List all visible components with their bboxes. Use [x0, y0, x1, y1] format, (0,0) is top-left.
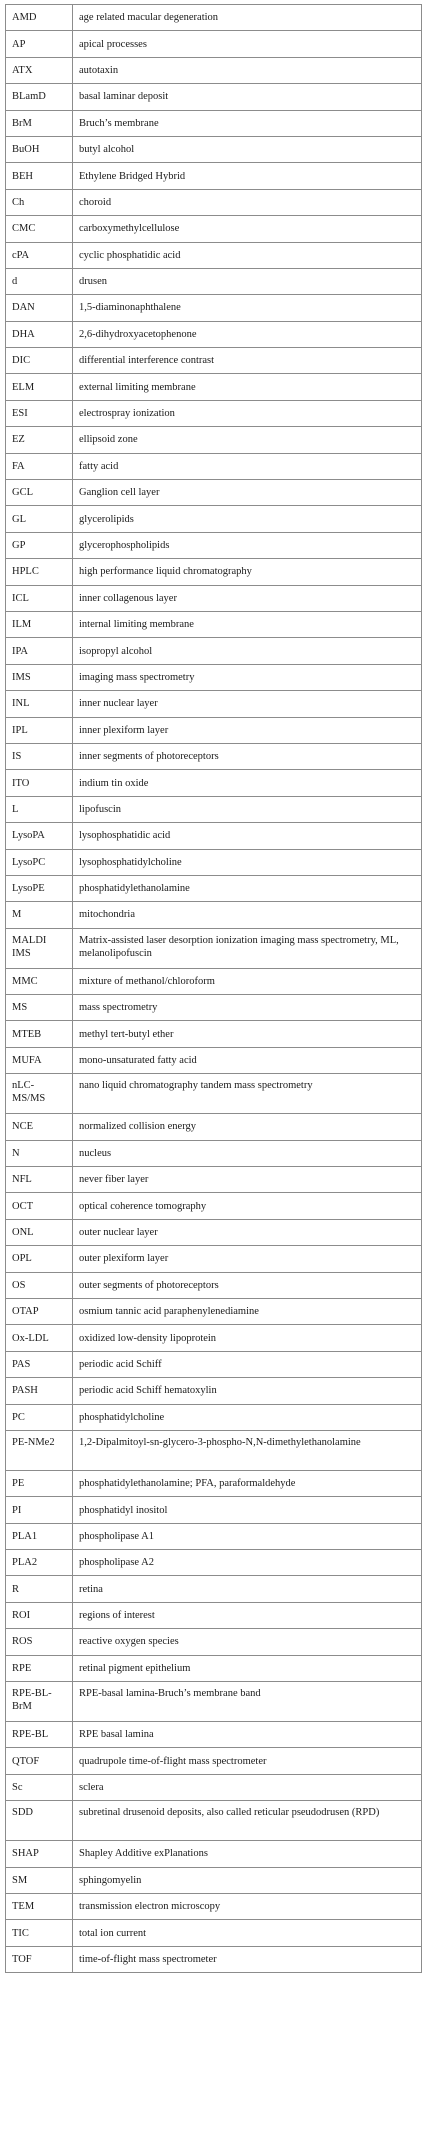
table-row [6, 691, 422, 717]
table-row [6, 57, 422, 83]
table-row [6, 348, 422, 374]
abbreviation-cell: ROI [6, 1602, 73, 1628]
definition-cell: glycerophospholipids [73, 532, 422, 558]
abbreviation-cell: BrM [6, 110, 73, 136]
definition-cell: outer plexiform layer [73, 1246, 422, 1272]
table-row [6, 968, 422, 994]
abbreviation-cell: MUFA [6, 1047, 73, 1073]
table-row [6, 427, 422, 453]
abbreviation-cell: PLA1 [6, 1523, 73, 1549]
definition-cell: inner collagenous layer [73, 585, 422, 611]
abbreviation-cell: PE-NMe2 [6, 1430, 73, 1470]
abbreviation-cell: M [6, 902, 73, 928]
definition-cell: sclera [73, 1774, 422, 1800]
definition-cell: never fiber layer [73, 1167, 422, 1193]
abbreviation-cell: PE [6, 1470, 73, 1496]
definition-cell: differential interference contrast [73, 348, 422, 374]
abbreviations-table-container [5, 4, 421, 1973]
table-row [6, 1193, 422, 1219]
definition-cell: nucleus [73, 1140, 422, 1166]
definition-cell: 1,5-diaminonaphthalene [73, 295, 422, 321]
table-row [6, 559, 422, 585]
definition-cell: periodic acid Schiff hematoxylin [73, 1378, 422, 1404]
abbreviation-cell: RPE-BL-BrM [6, 1682, 73, 1722]
definition-cell: inner plexiform layer [73, 717, 422, 743]
abbreviation-cell: Ox-LDL [6, 1325, 73, 1351]
abbreviation-cell: ROS [6, 1629, 73, 1655]
table-row [6, 321, 422, 347]
abbreviation-cell: IMS [6, 664, 73, 690]
table-row [6, 1748, 422, 1774]
definition-cell: fatty acid [73, 453, 422, 479]
abbreviation-cell: MMC [6, 968, 73, 994]
abbreviation-cell: IPL [6, 717, 73, 743]
table-row [6, 995, 422, 1021]
table-row [6, 875, 422, 901]
definition-cell: optical coherence tomography [73, 1193, 422, 1219]
definition-cell: autotaxin [73, 57, 422, 83]
abbreviation-cell: PASH [6, 1378, 73, 1404]
abbreviations-table-body [6, 5, 422, 1973]
definition-cell: phospholipase A1 [73, 1523, 422, 1549]
table-row [6, 1550, 422, 1576]
abbreviation-cell: GP [6, 532, 73, 558]
definition-cell: carboxymethylcellulose [73, 216, 422, 242]
abbreviation-cell: ONL [6, 1219, 73, 1245]
definition-cell: osmium tannic acid paraphenylenediamine [73, 1298, 422, 1324]
definition-cell: periodic acid Schiff [73, 1351, 422, 1377]
definition-cell: retinal pigment epithelium [73, 1655, 422, 1681]
table-row [6, 1774, 422, 1800]
definition-cell: glycerolipids [73, 506, 422, 532]
table-row [6, 1246, 422, 1272]
abbreviation-cell: MS [6, 995, 73, 1021]
definition-cell: age related macular degeneration [73, 5, 422, 31]
table-row [6, 1602, 422, 1628]
abbreviations-table [5, 4, 422, 1973]
abbreviation-cell: CMC [6, 216, 73, 242]
abbreviation-cell: RPE [6, 1655, 73, 1681]
abbreviation-cell: TEM [6, 1894, 73, 1920]
definition-cell: mitochondria [73, 902, 422, 928]
definition-cell: sphingomyelin [73, 1867, 422, 1893]
definition-cell: oxidized low-density lipoprotein [73, 1325, 422, 1351]
table-row [6, 1047, 422, 1073]
abbreviation-cell: IPA [6, 638, 73, 664]
table-row [6, 216, 422, 242]
abbreviation-cell: ATX [6, 57, 73, 83]
definition-cell: time-of-flight mass spectrometer [73, 1946, 422, 1972]
abbreviation-cell: SHAP [6, 1841, 73, 1867]
definition-cell: mixture of methanol/chloroform [73, 968, 422, 994]
table-row [6, 84, 422, 110]
definition-cell: imaging mass spectrometry [73, 664, 422, 690]
definition-cell: methyl tert-butyl ether [73, 1021, 422, 1047]
abbreviation-cell: cPA [6, 242, 73, 268]
definition-cell: ellipsoid zone [73, 427, 422, 453]
definition-cell: external limiting membrane [73, 374, 422, 400]
definition-cell: Ganglion cell layer [73, 480, 422, 506]
abbreviation-cell: ICL [6, 585, 73, 611]
table-row [6, 743, 422, 769]
table-row [6, 1497, 422, 1523]
abbreviation-cell: DIC [6, 348, 73, 374]
abbreviation-cell: SDD [6, 1801, 73, 1841]
table-row [6, 902, 422, 928]
table-row [6, 1867, 422, 1893]
definition-cell: RPE-basal lamina-Bruch’s membrane band [73, 1682, 422, 1722]
definition-cell: Ethylene Bridged Hybrid [73, 163, 422, 189]
abbreviation-cell: MTEB [6, 1021, 73, 1047]
definition-cell: internal limiting membrane [73, 611, 422, 637]
definition-cell: inner nuclear layer [73, 691, 422, 717]
definition-cell: outer segments of photoreceptors [73, 1272, 422, 1298]
table-row [6, 638, 422, 664]
table-row [6, 1629, 422, 1655]
abbreviation-cell: MALDI IMS [6, 928, 73, 968]
abbreviation-cell: d [6, 268, 73, 294]
abbreviation-cell: AMD [6, 5, 73, 31]
definition-cell: isopropyl alcohol [73, 638, 422, 664]
definition-cell: lysophosphatidylcholine [73, 849, 422, 875]
abbreviation-cell: ESI [6, 400, 73, 426]
definition-cell: indium tin oxide [73, 770, 422, 796]
table-row [6, 1430, 422, 1470]
abbreviation-cell: N [6, 1140, 73, 1166]
definition-cell: phosphatidylethanolamine [73, 875, 422, 901]
table-row [6, 532, 422, 558]
abbreviation-cell: Ch [6, 189, 73, 215]
abbreviation-cell: LysoPE [6, 875, 73, 901]
abbreviation-cell: ELM [6, 374, 73, 400]
abbreviation-cell: FA [6, 453, 73, 479]
definition-cell: Shapley Additive exPlanations [73, 1841, 422, 1867]
table-row [6, 1470, 422, 1496]
definition-cell: lipofuscin [73, 796, 422, 822]
definition-cell: high performance liquid chromatography [73, 559, 422, 585]
table-row [6, 770, 422, 796]
abbreviation-cell: QTOF [6, 1748, 73, 1774]
table-row [6, 796, 422, 822]
table-row [6, 1801, 422, 1841]
definition-cell: phosphatidyl inositol [73, 1497, 422, 1523]
table-row [6, 31, 422, 57]
abbreviation-cell: ILM [6, 611, 73, 637]
table-row [6, 268, 422, 294]
abbreviation-cell: OCT [6, 1193, 73, 1219]
definition-cell: quadrupole time-of-flight mass spectrometer [73, 1748, 422, 1774]
table-row [6, 1298, 422, 1324]
abbreviation-cell: R [6, 1576, 73, 1602]
table-row [6, 1894, 422, 1920]
table-row [6, 1140, 422, 1166]
table-row [6, 1272, 422, 1298]
definition-cell: mass spectrometry [73, 995, 422, 1021]
abbreviation-cell: TIC [6, 1920, 73, 1946]
abbreviation-cell: LysoPC [6, 849, 73, 875]
table-row [6, 1074, 422, 1114]
abbreviation-cell: L [6, 796, 73, 822]
definition-cell: outer nuclear layer [73, 1219, 422, 1245]
table-row [6, 1219, 422, 1245]
abbreviation-cell: LysoPA [6, 823, 73, 849]
table-row [6, 374, 422, 400]
abbreviation-cell: TOF [6, 1946, 73, 1972]
definition-cell: phosphatidylcholine [73, 1404, 422, 1430]
definition-cell: subretinal drusenoid deposits, also called reticular pseudodrusen (RPD) [73, 1801, 422, 1841]
definition-cell: electrospray ionization [73, 400, 422, 426]
table-row [6, 1021, 422, 1047]
definition-cell: total ion current [73, 1920, 422, 1946]
table-row [6, 928, 422, 968]
definition-cell: inner segments of photoreceptors [73, 743, 422, 769]
table-row [6, 1378, 422, 1404]
abbreviation-cell: EZ [6, 427, 73, 453]
abbreviation-cell: SM [6, 1867, 73, 1893]
table-row [6, 506, 422, 532]
definition-cell: phosphatidylethanolamine; PFA, paraformaldehyde [73, 1470, 422, 1496]
abbreviation-cell: BuOH [6, 136, 73, 162]
definition-cell: 2,6-dihydroxyacetophenone [73, 321, 422, 347]
definition-cell: regions of interest [73, 1602, 422, 1628]
table-row [6, 400, 422, 426]
abbreviation-cell: INL [6, 691, 73, 717]
definition-cell: transmission electron microscopy [73, 1894, 422, 1920]
definition-cell: drusen [73, 268, 422, 294]
table-row [6, 1523, 422, 1549]
table-row [6, 5, 422, 31]
abbreviation-cell: IS [6, 743, 73, 769]
definition-cell: apical processes [73, 31, 422, 57]
table-row [6, 664, 422, 690]
table-row [6, 295, 422, 321]
abbreviation-cell: OPL [6, 1246, 73, 1272]
table-row [6, 163, 422, 189]
table-row [6, 1167, 422, 1193]
abbreviation-cell: OTAP [6, 1298, 73, 1324]
abbreviation-cell: OS [6, 1272, 73, 1298]
table-row [6, 1841, 422, 1867]
table-row [6, 849, 422, 875]
definition-cell: normalized collision energy [73, 1114, 422, 1140]
definition-cell: butyl alcohol [73, 136, 422, 162]
abbreviation-cell: PC [6, 1404, 73, 1430]
abbreviation-cell: PI [6, 1497, 73, 1523]
definition-cell: Matrix-assisted laser desorption ionization imaging mass spectrometry, ML, melanolipofuscin [73, 928, 422, 968]
definition-cell: cyclic phosphatidic acid [73, 242, 422, 268]
table-row [6, 823, 422, 849]
table-row [6, 611, 422, 637]
definition-cell: basal laminar deposit [73, 84, 422, 110]
abbreviation-cell: DHA [6, 321, 73, 347]
table-row [6, 1722, 422, 1748]
definition-cell: mono-unsaturated fatty acid [73, 1047, 422, 1073]
definition-cell: RPE basal lamina [73, 1722, 422, 1748]
abbreviation-cell: GCL [6, 480, 73, 506]
table-row [6, 242, 422, 268]
abbreviation-cell: RPE-BL [6, 1722, 73, 1748]
abbreviation-cell: AP [6, 31, 73, 57]
table-row [6, 1351, 422, 1377]
table-row [6, 585, 422, 611]
table-row [6, 717, 422, 743]
table-row [6, 189, 422, 215]
abbreviation-cell: PLA2 [6, 1550, 73, 1576]
table-row [6, 1404, 422, 1430]
definition-cell: phospholipase A2 [73, 1550, 422, 1576]
table-row [6, 1946, 422, 1972]
abbreviation-cell: ITO [6, 770, 73, 796]
abbreviation-cell: NFL [6, 1167, 73, 1193]
definition-cell: retina [73, 1576, 422, 1602]
definition-cell: nano liquid chromatography tandem mass spectrometry [73, 1074, 422, 1114]
abbreviation-cell: Sc [6, 1774, 73, 1800]
table-row [6, 1920, 422, 1946]
table-row [6, 110, 422, 136]
abbreviation-cell: nLC-MS/MS [6, 1074, 73, 1114]
abbreviation-cell: GL [6, 506, 73, 532]
definition-cell: reactive oxygen species [73, 1629, 422, 1655]
table-row [6, 480, 422, 506]
table-row [6, 453, 422, 479]
definition-cell: lysophosphatidic acid [73, 823, 422, 849]
abbreviation-cell: HPLC [6, 559, 73, 585]
table-row [6, 1682, 422, 1722]
table-row [6, 1114, 422, 1140]
table-row [6, 1655, 422, 1681]
abbreviation-cell: BLamD [6, 84, 73, 110]
table-row [6, 136, 422, 162]
definition-cell: 1,2-Dipalmitoyl-sn-glycero-3-phospho-N,N-dimethylethanolamine [73, 1430, 422, 1470]
definition-cell: choroid [73, 189, 422, 215]
table-row [6, 1325, 422, 1351]
definition-cell: Bruch’s membrane [73, 110, 422, 136]
abbreviation-cell: PAS [6, 1351, 73, 1377]
abbreviation-cell: DAN [6, 295, 73, 321]
abbreviation-cell: NCE [6, 1114, 73, 1140]
abbreviation-cell: BEH [6, 163, 73, 189]
table-row [6, 1576, 422, 1602]
